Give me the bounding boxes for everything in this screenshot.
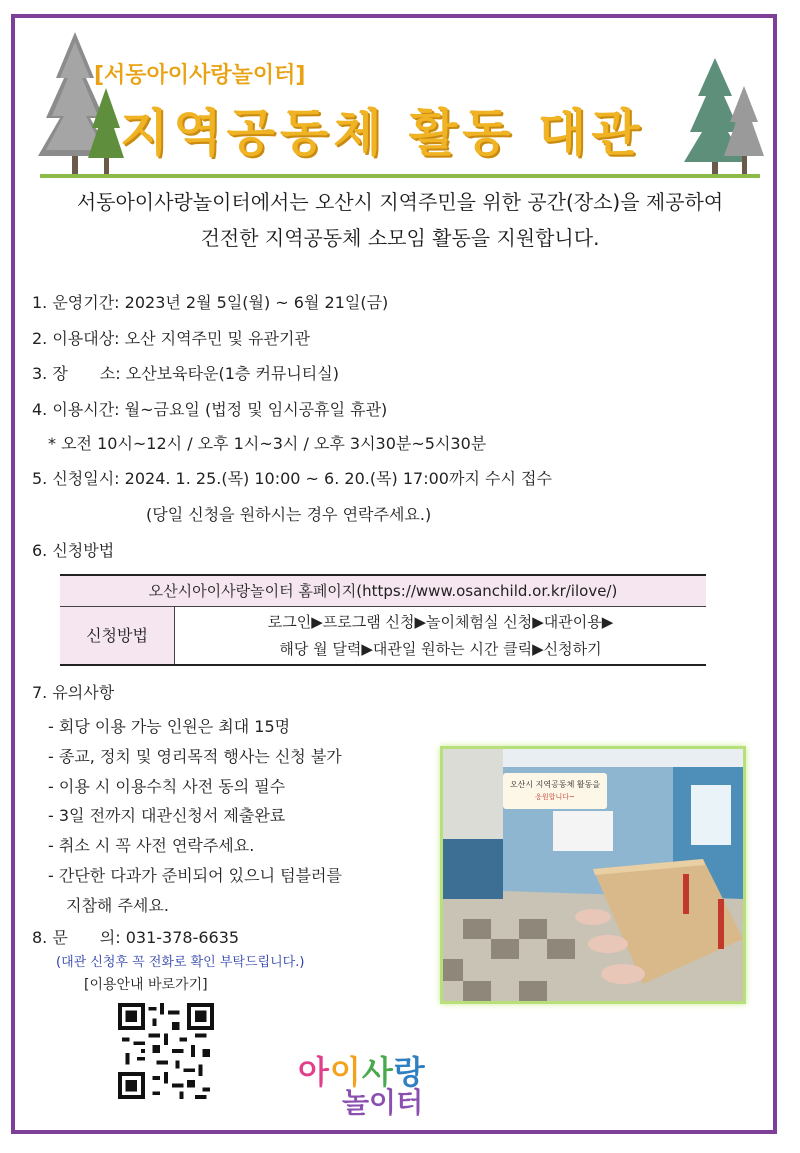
method-table — [60, 574, 706, 666]
notes-heading: 7. 유의사항 — [32, 683, 115, 702]
note-bullet: - 이용 시 이용수칙 사전 동의 필수 — [48, 777, 286, 796]
logo-char: 사 — [361, 1053, 394, 1091]
table-step-line-2: 해당 월 달력▶대관일 원하는 시간 클릭▶신청하기 — [279, 640, 602, 658]
note-bullet: 지참해 주세요. — [66, 896, 169, 915]
page-title: 지역공동체 활동 대관 — [120, 104, 645, 162]
photo-banner-line-2: 응원합니다~ — [535, 793, 575, 801]
pine-trees-right-icon — [684, 56, 764, 178]
divider — [40, 174, 760, 178]
community-room-photo — [440, 746, 746, 1004]
note-bullet: - 3일 전까지 대관신청서 제출완료 — [48, 806, 286, 825]
item-hours: 4. 이용시간: 월~금요일 (법정 및 임시공휴일 휴관) — [32, 400, 388, 419]
note-bullet: - 취소 시 꼭 사전 연락주세요. — [48, 836, 255, 855]
logo-char: 아 — [298, 1053, 330, 1091]
table-step-line-1: 로그인▶프로그램 신청▶놀이체험실 신청▶대관이용▶ — [267, 613, 614, 631]
logo-char: 이 — [329, 1053, 362, 1091]
intro-line-2: 건전한 지역공동체 소모임 활동을 지원합니다. — [200, 226, 600, 250]
note-bullet: - 간단한 다과가 준비되어 있으니 텀블러를 — [48, 866, 342, 885]
item-apply-note: (당일 신청을 원하시는 경우 연락주세요.) — [146, 505, 432, 524]
item-place: 3. 장 소: 오산보육타운(1층 커뮤니티실) — [32, 364, 339, 383]
logo-text-bottom: 놀이터 — [342, 1086, 424, 1119]
item-target: 2. 이용대상: 오산 지역주민 및 유관기관 — [32, 329, 310, 348]
guide-link[interactable]: [이용안내 바로가기] — [84, 977, 208, 993]
logo-char: 랑 — [393, 1053, 426, 1091]
table-header-url[interactable]: 오산시아이사랑놀이터 홈페이지(https://www.osanchild.or.kr/ilove/) — [60, 576, 706, 607]
table-steps — [175, 607, 706, 666]
photo-banner-line-1: 오산시 지역공동체 활동을 — [509, 780, 601, 789]
item-method-heading: 6. 신청방법 — [32, 541, 115, 560]
subtitle: [서동아이사랑놀이터] — [94, 63, 306, 88]
item-hours-note: * 오전 10시~12시 / 오후 1시~3시 / 오후 3시30분~5시30분 — [48, 434, 487, 453]
ilove-playground-logo — [298, 1047, 468, 1127]
pine-trees-left-icon — [34, 28, 124, 178]
table-label: 신청방법 — [60, 607, 175, 664]
note-bullet: - 회당 이용 가능 인원은 최대 15명 — [48, 717, 291, 736]
intro-line-1: 서동아이사랑놀이터에서는 오산시 지역주민을 위한 공간(장소)을 제공하여 — [76, 190, 724, 214]
item-apply-period: 5. 신청일시: 2024. 1. 25.(목) 10:00 ~ 6. 20.(목) 17:00까지 수시 접수 — [32, 469, 552, 488]
item-period: 1. 운영기간: 2023년 2월 5일(월) ~ 6월 21일(금) — [32, 293, 389, 312]
contact-line: 8. 문 의: 031-378-6635 — [32, 928, 240, 947]
contact-note: (대관 신청후 꼭 전화로 확인 부탁드립니다.) — [56, 955, 305, 970]
note-bullet: - 종교, 정치 및 영리목적 행사는 신청 불가 — [48, 747, 342, 766]
qr-code-icon[interactable] — [118, 1003, 214, 1099]
